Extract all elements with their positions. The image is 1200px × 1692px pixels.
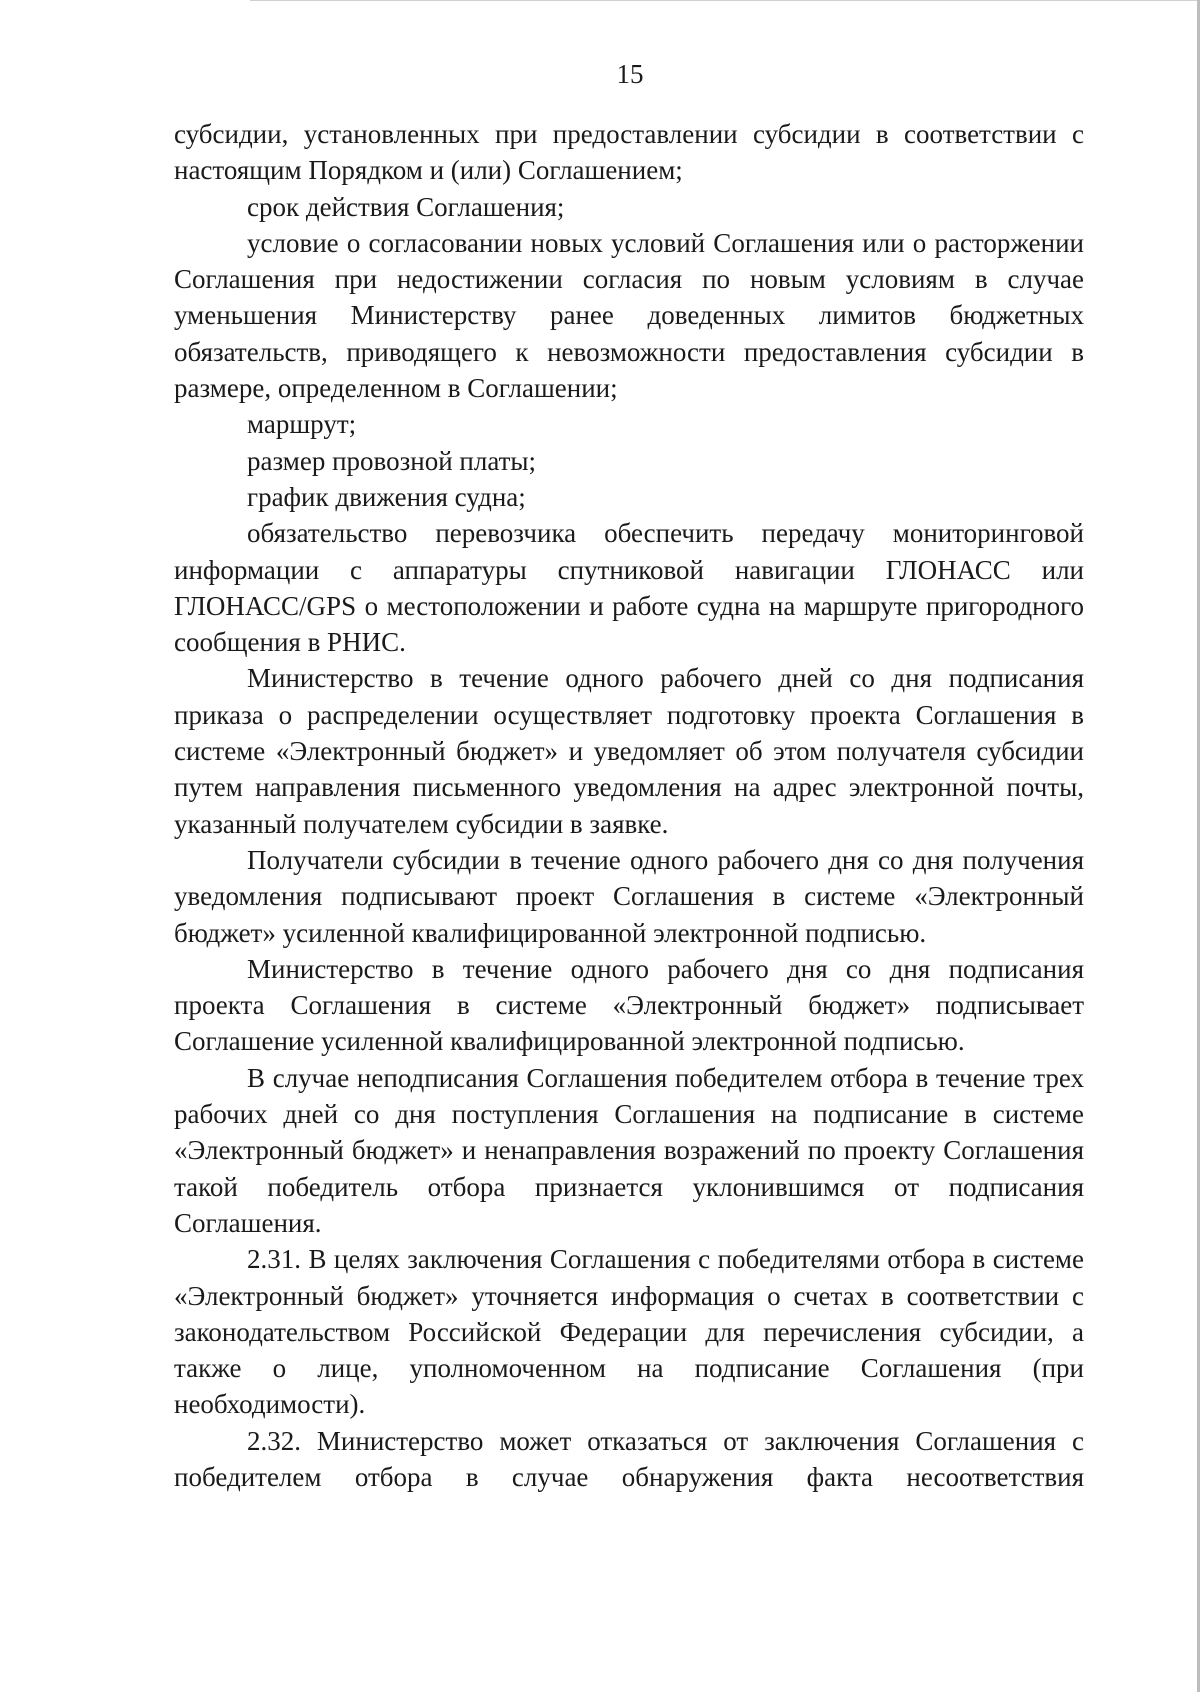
scan-edge-top	[250, 0, 1200, 1]
list-item-glonass-obligation: обязательство перевозчика обеспечить передачу мониторинговой информации с аппаратуры спутниковой навигации ГЛОНАСС или ГЛОНАСС/GPS о местоположении и работе судна на маршруте пригородного сообщения в РНИС.	[174, 518, 1084, 658]
clause-2-32: 2.32. Министерство может отказаться от заключения Соглашения с победителем отбора в случае обнаружения факта несоответствия	[174, 1425, 1084, 1492]
list-item-route: маршрут;	[247, 409, 357, 440]
paragraph-recipients-sign: Получатели субсидии в течение одного рабочего дня со дня получения уведомления подписывают проект Соглашения в системе «Электронный бюджет» усиленной квалифицированной электронной подписью.	[174, 844, 1084, 948]
paragraph-subsidy-continuation: субсидии, установленных при предоставлении субсидии в соответствии с настоящим Порядком и (или) Соглашением;	[174, 119, 1084, 186]
document-body	[174, 116, 1084, 1495]
list-item-fare: размер провозной платы;	[247, 445, 537, 476]
clause-2-31: 2.31. В целях заключения Соглашения с победителями отбора в системе «Электронный бюджет» уточняется информация о счетах в соответствии с законодательством Российской Федерации для перечисления субсидии, а также о лице, уполномоченном на подписание Соглашения (при необходимости).	[174, 1244, 1084, 1420]
paragraph-ministry-signs: Министерство в течение одного рабочего дня со дня подписания проекта Соглашения в системе «Электронный бюджет» подписывает Соглашение усиленной квалифицированной электронной подписью.	[174, 953, 1084, 1057]
list-item-new-conditions: условие о согласовании новых условий Соглашения или о расторжении Соглашения при недостижении согласия по новым условиям в случае уменьшения Министерству ранее доведенных лимитов бюджетных обязательств, приводящего к невозможности предоставления субсидии в размере, определенном в Соглашении;	[174, 227, 1084, 404]
list-item-schedule: график движения судна;	[247, 481, 526, 512]
paragraph-evasion: В случае неподписания Соглашения победителем отбора в течение трех рабочих дней со дня поступления Соглашения на подписание в системе «Электронный бюджет» и ненаправления возражений по проекту Соглашения такой победитель отбора признается уклонившимся от подписания Соглашения.	[174, 1062, 1084, 1238]
list-item-agreement-term: срок действия Соглашения;	[247, 191, 565, 222]
paragraph-ministry-preparation: Министерство в течение одного рабочего дней со дня подписания приказа о распределении осуществляет подготовку проекта Соглашения в системе «Электронный бюджет» и уведомляет об этом получателя субсидии путем направления письменного уведомления на адрес электронной почты, указанный получателем субсидии в заявке.	[174, 663, 1084, 839]
page-number: 15	[616, 59, 644, 89]
